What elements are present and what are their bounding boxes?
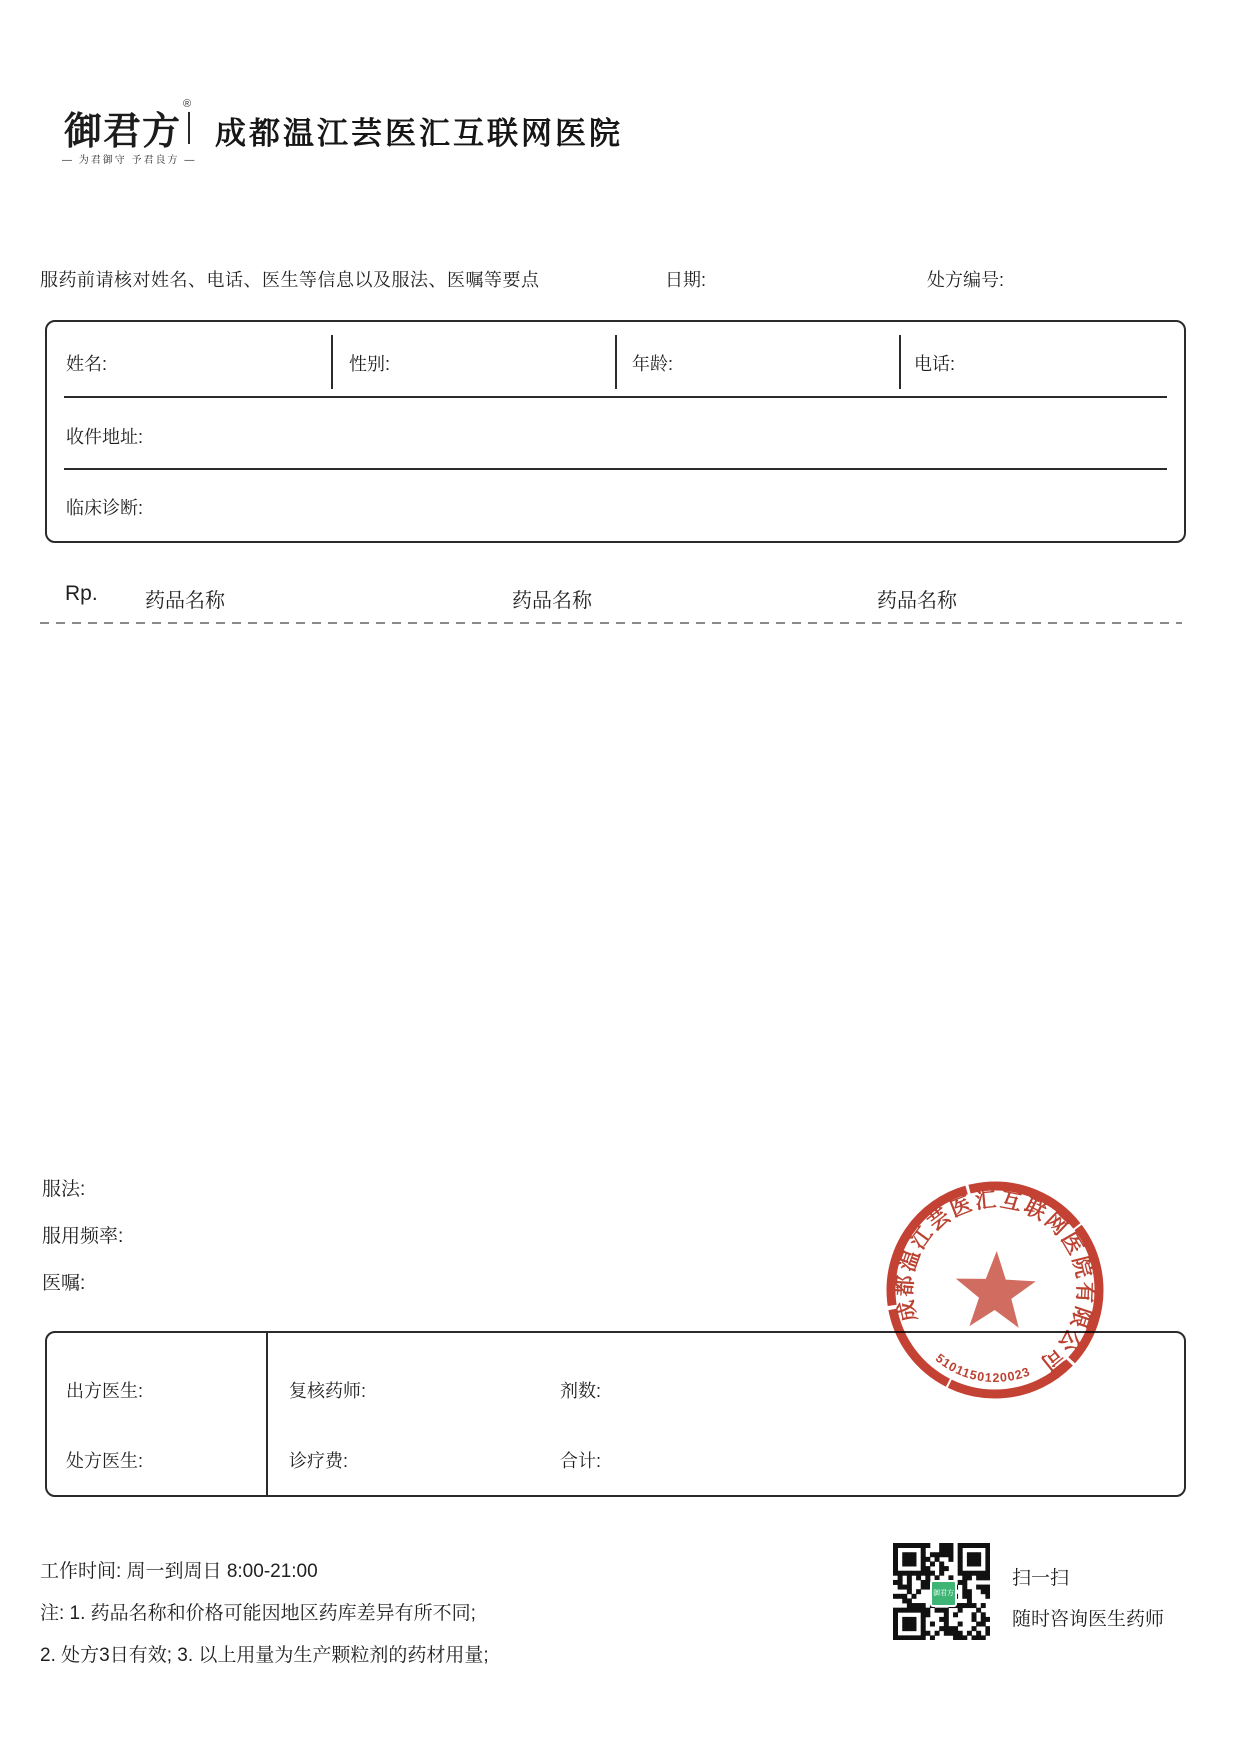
drug-name-column-header: 药品名称 xyxy=(145,590,225,612)
clinical-diagnosis-label: 临床诊断: xyxy=(66,498,144,518)
patient-info-box xyxy=(45,320,1186,543)
footer-note-line2: 2. 处方3日有效; 3. 以上用量为生产颗粒剂的药材用量; xyxy=(40,1645,489,1666)
logo-divider xyxy=(188,112,190,144)
name-label: 姓名: xyxy=(66,354,108,374)
seal-registration-number: 5101150120023 xyxy=(932,1351,1033,1386)
column-divider xyxy=(266,1333,268,1495)
prescribing-doctor-label: 处方医生: xyxy=(66,1451,144,1471)
date-label: 日期: xyxy=(665,270,707,290)
company-seal-stamp xyxy=(852,1147,1138,1433)
gender-label: 性别: xyxy=(349,354,391,374)
consult-fee-label: 诊疗费: xyxy=(289,1451,349,1471)
phone-label: 电话: xyxy=(914,354,956,374)
dose-count-label: 剂数: xyxy=(560,1381,602,1401)
dashed-separator xyxy=(40,622,1182,624)
review-pharmacist-label: 复核药师: xyxy=(289,1381,367,1401)
scan-caption: 随时咨询医生药师 xyxy=(1012,1609,1165,1630)
qr-center-logo: 御君方 xyxy=(930,1580,957,1607)
usage-frequency-label: 服用频率: xyxy=(42,1226,124,1247)
doctor-advice-label: 医嘱: xyxy=(42,1273,86,1294)
issuing-doctor-label: 出方医生: xyxy=(66,1381,144,1401)
seal-star-icon xyxy=(953,1247,1040,1334)
age-label: 年龄: xyxy=(632,354,674,374)
hospital-title: 成都温江芸医汇互联网医院 xyxy=(215,116,623,151)
column-divider xyxy=(615,335,617,389)
total-label: 合计: xyxy=(560,1451,602,1471)
row-divider xyxy=(64,468,1167,470)
drug-name-column-header: 药品名称 xyxy=(512,590,592,612)
footer-note-line1: 注: 1. 药品名称和价格可能因地区药库差异有所不同; xyxy=(40,1603,476,1624)
registered-trademark-icon: ® xyxy=(183,98,192,110)
row-divider xyxy=(64,396,1167,398)
work-hours-text: 工作时间: 周一到周日 8:00-21:00 xyxy=(40,1561,318,1582)
medication-check-notice: 服药前请核对姓名、电话、医生等信息以及服法、医嘱等要点 xyxy=(40,270,540,290)
drug-name-column-header: 药品名称 xyxy=(877,590,957,612)
shipping-address-label: 收件地址: xyxy=(66,427,144,447)
column-divider xyxy=(899,335,901,389)
brand-tagline: — 为君御守 予君良方 — xyxy=(62,155,197,166)
prescription-number-label: 处方编号: xyxy=(927,270,1005,290)
seal-company-name: 成都温江芸医汇互联网医院有限公司 xyxy=(893,1188,1097,1376)
brand-logo-text: 御君方 xyxy=(64,111,182,153)
rp-label: Rp. xyxy=(65,582,98,605)
scan-label: 扫一扫 xyxy=(1012,1568,1070,1589)
usage-method-label: 服法: xyxy=(42,1179,86,1200)
column-divider xyxy=(331,335,333,389)
